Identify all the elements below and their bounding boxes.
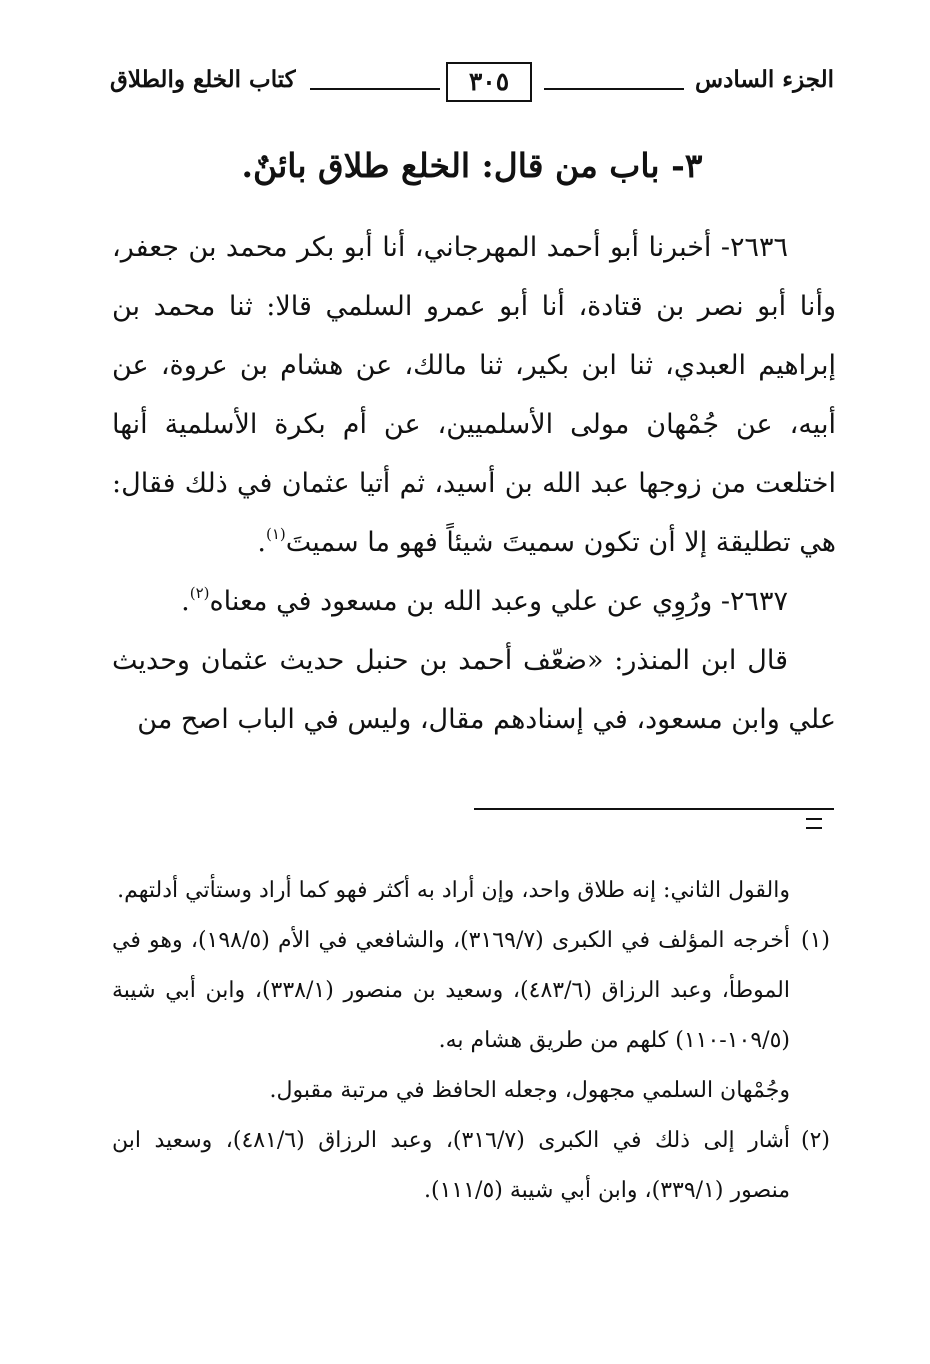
footnotes (112, 866, 830, 1216)
main-text (112, 218, 836, 749)
paragraph-hadith-2637 (112, 572, 836, 631)
hadith-2637-text: ٢٦٣٧- ورُوِي عن علي وعبد الله بن مسعود في معناه (209, 586, 788, 617)
volume-label: الجزء السادس (695, 66, 834, 93)
continuation-mark (806, 818, 822, 829)
footnote-1-marker: (١) (800, 928, 830, 953)
page-number: ٣٠٥ (446, 62, 532, 102)
footnote-1 (112, 916, 830, 1066)
footnote-separator (474, 808, 834, 810)
footnote-ref-2: (٢) (189, 584, 210, 602)
footnote-continuation: والقول الثاني: إنه طلاق واحد، وإن أراد به أكثر فهو كما أراد وستأتي أدلتهم. (117, 878, 790, 903)
footnote-2-text: أشار إلى ذلك في الكبرى (٣١٦/٧)، وعبد الرزاق (٤٨١/٦)، وسعيد ابن منصور (٣٣٩/١)، وابن أبي شيبة (١١١/٥). (112, 1128, 790, 1203)
paragraph-hadith-2636 (112, 218, 836, 572)
paragraph-ibn-al-mundhir: قال ابن المنذر: «ضعّف أحمد بن حنبل حديث عثمان وحديث علي وابن مسعود، في إسنادهم مقال، وليس في الباب اصح من (112, 645, 836, 735)
hadith-2637-end: . (181, 586, 190, 617)
footnote-1-note: وجُمْهان السلمي مجهول، وجعله الحافظ في مرتبة مقبول. (269, 1078, 790, 1103)
footnote-1-text: أخرجه المؤلف في الكبرى (٣١٦٩/٧)، والشافعي في الأم (١٩٨/٥)، وهو في الموطأ، وعبد الرزاق (٤٨٣/٦)، وسعيد بن منصور (٣٣٨/١)، وابن أبي شيبة (١٠٩/٥-١١٠) كلهم من طريق هشام به. (112, 928, 790, 1053)
running-header (110, 60, 834, 110)
header-rule-right (544, 88, 684, 90)
hadith-2636-text: ٢٦٣٦- أخبرنا أبو أحمد المهرجاني، أنا أبو بكر محمد بن جعفر، وأنا أبو نصر بن قتادة، أنا أبو عمرو السلمي قالا: ثنا محمد بن إبراهيم العبدي، ثنا ابن بكير، ثنا مالك، عن هشام بن عروة، عن أبيه، عن جُمْهان مولى الأسلميين، عن أم بكرة الأسلمية أنها اختلعت من زوجها عبد الله بن أسيد، ثم أتيا عثمان في ذلك فقال: هي تطليقة إلا أن تكون سميتَ شيئاً فهو ما سميتَ (112, 232, 836, 558)
header-rule-left (310, 88, 440, 90)
footnote-2 (112, 1116, 830, 1216)
hadith-2636-end: . (257, 527, 266, 558)
chapter-title: ٣- باب من قال: الخلع طلاق بائنٌ. (241, 146, 703, 185)
footnote-ref-1: (١) (266, 525, 286, 543)
book-title: كتاب الخلع والطلاق (110, 66, 296, 93)
footnote-2-marker: (٢) (800, 1128, 830, 1153)
